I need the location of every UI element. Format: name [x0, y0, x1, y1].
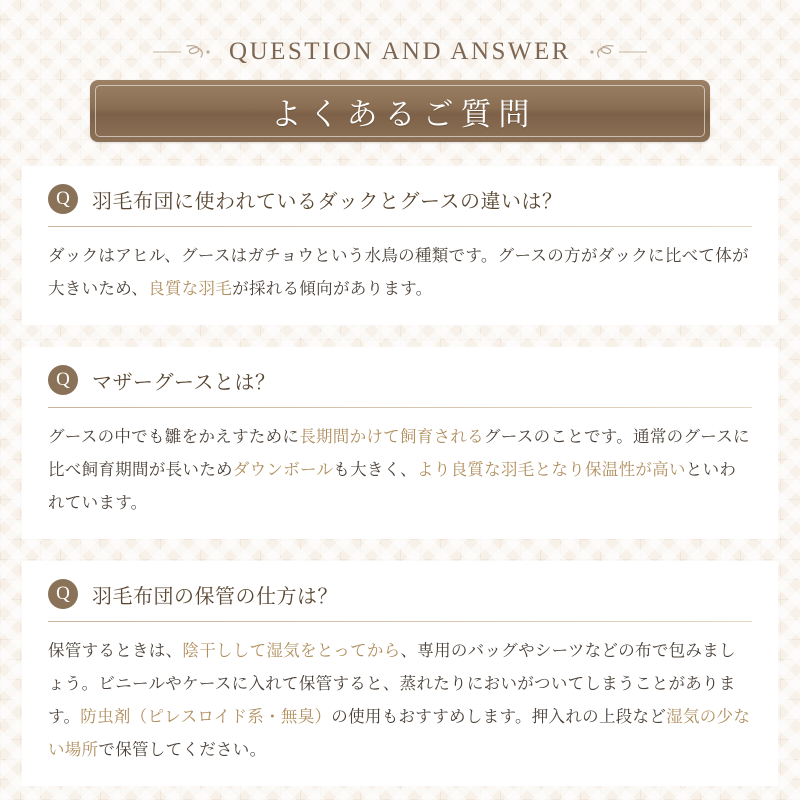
banner	[90, 80, 710, 142]
divider	[48, 407, 752, 408]
divider	[48, 226, 752, 227]
body-text: グースの中でも雛をかえすために	[48, 427, 300, 446]
banner-title: よくあるご質問	[270, 96, 537, 133]
question-text: 羽毛布団の保管の仕方は？	[92, 583, 338, 608]
question-badge: Q	[48, 184, 78, 214]
highlighted-text: 湿気の少ない場所	[48, 707, 751, 759]
faq-item	[22, 166, 778, 325]
highlighted-text: 陰干しして湿気をとってから	[182, 641, 401, 660]
question-badge: Q	[48, 579, 78, 609]
answer-text	[48, 420, 752, 519]
answer-text	[48, 239, 752, 305]
body-text: も大きく、	[333, 460, 417, 479]
faq-list	[0, 166, 800, 786]
body-text: 、専用のバッグやシーツなどの布で包みましょう。ビニールやケースに入れて保管すると、蒸れたりにおいがついてしまうことがあります。	[48, 641, 736, 726]
body-text: 保管するときは、	[48, 641, 183, 660]
body-text: の使用もおすすめします。押入れの上段など	[331, 707, 667, 726]
body-text: が採れる傾向があります。	[232, 279, 433, 298]
question-row	[48, 184, 752, 214]
highlighted-text: 防虫剤（ピレスロイド系・無臭）	[80, 707, 332, 726]
banner-inner-border	[95, 85, 705, 137]
divider	[48, 621, 752, 622]
eyebrow-title: QUESTION AND ANSWER	[229, 38, 571, 65]
highlighted-text: より良質な羽毛となり保温性が高い	[416, 460, 686, 479]
answer-text	[48, 634, 752, 766]
highlighted-text: 長期間かけて飼育される	[299, 427, 484, 446]
ornament-flourish-icon-left	[151, 42, 213, 62]
question-badge: Q	[48, 365, 78, 395]
body-text: グースのことです。通常のグースに比べ飼育期間が長いため	[48, 427, 750, 479]
ornament-flourish-icon-right	[587, 42, 649, 62]
faq-item	[22, 347, 778, 539]
body-text: ダックはアヒル、グースはガチョウという水鳥の種類です。グースの方がダックに比べて体が大きいため、	[48, 246, 749, 298]
faq-item	[22, 561, 778, 786]
question-text: マザーグースとは？	[92, 369, 276, 394]
eyebrow-row	[0, 38, 800, 66]
question-text: 羽毛布団に使われているダックとグースの違いは？	[92, 188, 563, 213]
highlighted-text: ダウンボール	[232, 460, 334, 479]
question-row	[48, 579, 752, 609]
highlighted-text: 良質な羽毛	[148, 279, 233, 298]
body-text: で保管してください。	[98, 740, 267, 759]
body-text: といわれています。	[48, 460, 737, 512]
page-header	[0, 0, 800, 142]
question-row	[48, 365, 752, 395]
